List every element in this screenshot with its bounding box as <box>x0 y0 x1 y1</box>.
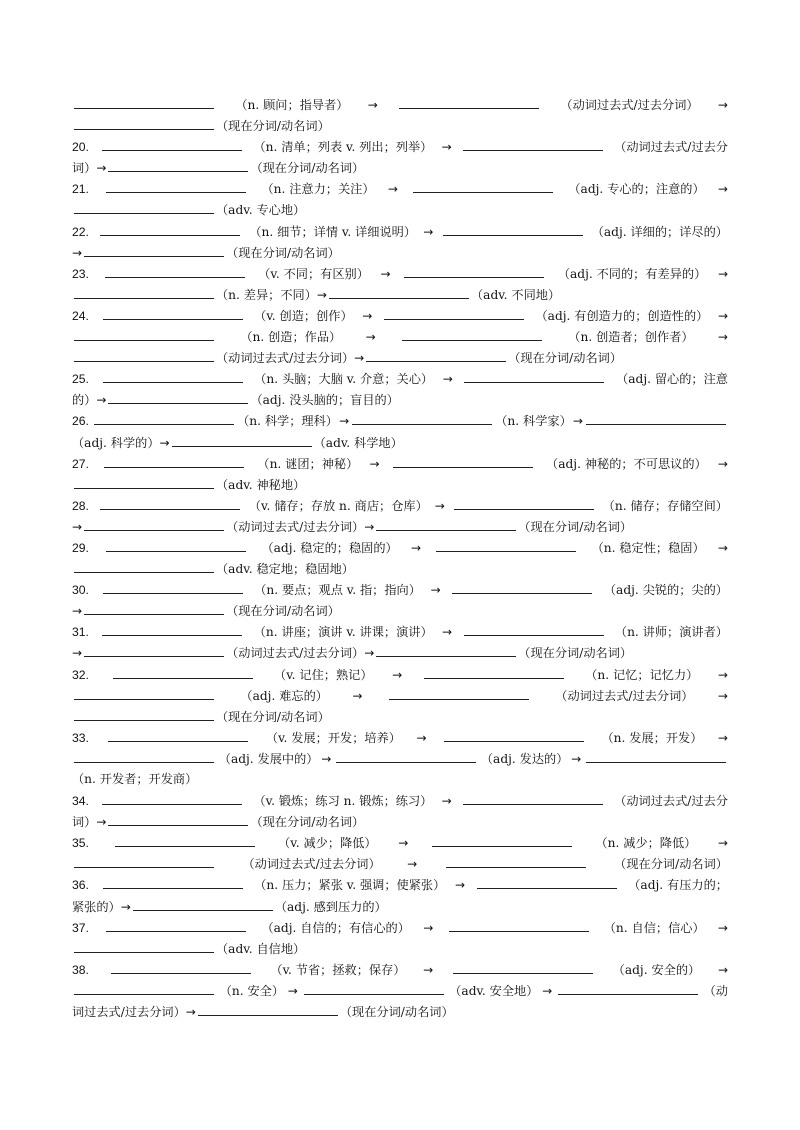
worksheet-line <box>72 263 728 284</box>
answer-blank[interactable] <box>103 305 243 320</box>
worksheet-line <box>72 600 728 621</box>
arrow-icon: → <box>441 794 452 809</box>
word-form-hint: （adj. 科学的） <box>72 435 160 450</box>
worksheet-line <box>72 115 728 136</box>
word-form-hint: （现在分词/动名词） <box>250 815 365 830</box>
word-form-hint: （动词过去式/过去分词） <box>226 519 365 534</box>
worksheet-line <box>72 748 728 769</box>
word-form-hint: （v. 储存；存放 n. 商店；仓库） <box>248 498 428 513</box>
worksheet-line <box>72 769 728 790</box>
arrow-icon: → <box>717 667 728 682</box>
worksheet-line <box>72 453 728 474</box>
answer-blank[interactable] <box>115 832 255 847</box>
worksheet-line <box>72 368 728 389</box>
word-form-hint: （v. 发展；开发；培养） <box>265 730 401 745</box>
arrow-icon: → <box>96 393 107 408</box>
worksheet-line <box>72 621 728 642</box>
word-form-hint: （adj. 神秘的；不可思议的） <box>546 456 707 471</box>
worksheet-line <box>72 326 728 347</box>
word-form-hint: （n. 清单；列表 v. 列出；列举） <box>253 140 433 155</box>
worksheet-line <box>72 959 728 980</box>
answer-blank[interactable] <box>74 685 214 700</box>
worksheet-line <box>72 896 728 917</box>
word-form-hint: （动词过去式/过去分 <box>614 140 728 155</box>
item-number: 34. <box>72 794 89 809</box>
arrow-icon: → <box>411 540 422 555</box>
arrow-icon: → <box>369 456 380 471</box>
worksheet-line <box>72 874 728 895</box>
word-form-hint: （v. 不同；有区别） <box>258 266 369 281</box>
word-form-hint: （adj. 详细的；详尽的） <box>591 224 728 239</box>
arrow-icon: → <box>442 625 453 640</box>
item-number: 32. <box>72 667 89 682</box>
answer-blank[interactable] <box>74 284 214 299</box>
worksheet-line <box>72 853 728 874</box>
answer-blank[interactable] <box>452 579 592 594</box>
word-form-hint: （adj. 稳定的；稳固的） <box>261 540 398 555</box>
answer-blank[interactable] <box>477 874 617 889</box>
item-number: 37. <box>72 920 89 935</box>
worksheet-line <box>72 305 728 326</box>
word-form-hint: （adj. 有创造力的；创造性的） <box>535 308 709 323</box>
answer-blank[interactable] <box>100 495 240 510</box>
answer-blank[interactable] <box>352 410 492 425</box>
word-form-hint: 词） <box>72 815 97 830</box>
arrow-icon: → <box>423 962 434 977</box>
word-form-hint: （adj. 感到压力的） <box>274 899 387 914</box>
answer-blank[interactable] <box>74 980 214 995</box>
worksheet-line <box>72 284 728 305</box>
arrow-icon: → <box>542 983 553 998</box>
answer-blank[interactable] <box>586 748 726 763</box>
word-form-hint: （现在分词/动名词） <box>339 1005 454 1020</box>
answer-blank[interactable] <box>111 959 251 974</box>
word-form-hint: （n. 细节；详情 v. 详细说明） <box>249 224 417 239</box>
word-form-hint: （adj. 发展中的） <box>218 751 319 766</box>
arrow-icon: → <box>717 456 728 471</box>
worksheet-line <box>72 199 728 220</box>
word-form-hint: （adj. 有压力的； <box>628 878 728 893</box>
item-number: 27. <box>72 456 89 471</box>
worksheet-line <box>72 811 728 832</box>
word-form-hint: （n. 科学家） <box>495 414 572 429</box>
worksheet-line <box>72 980 728 1001</box>
answer-blank[interactable] <box>304 980 444 995</box>
arrow-icon: → <box>316 287 327 302</box>
arrow-icon: → <box>442 372 453 387</box>
word-form-hint: （现在分词/动名词） <box>518 646 633 661</box>
arrow-icon: → <box>120 899 131 914</box>
arrow-icon: → <box>352 688 363 703</box>
word-form-hint: （现在分词/动名词） <box>226 245 340 260</box>
answer-blank[interactable] <box>74 347 214 362</box>
answer-blank[interactable] <box>105 263 245 278</box>
word-form-hint: 的） <box>72 393 97 408</box>
worksheet-line <box>72 178 728 199</box>
arrow-icon: → <box>339 414 350 429</box>
arrow-icon: → <box>287 983 298 998</box>
arrow-icon: → <box>717 308 728 323</box>
word-form-hint: （adv. 神秘地） <box>216 477 306 492</box>
word-form-hint: （adj. 不同的；有差异的） <box>557 266 707 281</box>
arrow-icon: → <box>354 351 365 366</box>
worksheet-line <box>72 94 728 115</box>
answer-blank[interactable] <box>558 980 698 995</box>
answer-blank[interactable] <box>404 263 544 278</box>
answer-blank[interactable] <box>198 1001 338 1016</box>
arrow-icon: → <box>365 330 376 345</box>
arrow-icon: → <box>423 920 434 935</box>
answer-blank[interactable] <box>402 326 542 341</box>
arrow-icon: → <box>387 182 398 197</box>
arrow-icon: → <box>717 266 728 281</box>
answer-blank[interactable] <box>463 790 603 805</box>
word-form-hint: （n. 谜团；神秘） <box>257 456 359 471</box>
answer-blank[interactable] <box>329 284 469 299</box>
word-form-hint: （v. 记住；熟记） <box>274 667 373 682</box>
arrow-icon: → <box>434 498 445 513</box>
arrow-icon: → <box>407 857 418 872</box>
word-form-hint: （adv. 自信地） <box>216 941 306 956</box>
word-form-hint: （adj. 发达的） <box>480 751 569 766</box>
word-form-hint: （n. 记忆；记忆力） <box>585 667 699 682</box>
word-form-hint: （n. 开发者；开发商） <box>72 772 198 786</box>
answer-blank[interactable] <box>84 516 224 531</box>
word-form-hint: （n. 减少；降低） <box>595 836 697 851</box>
answer-blank[interactable] <box>102 136 242 151</box>
arrow-icon: → <box>364 519 375 534</box>
answer-blank[interactable] <box>102 621 242 636</box>
worksheet-line <box>72 347 728 368</box>
answer-blank[interactable] <box>103 874 243 889</box>
worksheet-line <box>72 389 728 410</box>
word-form-hint: （v. 节省；拯救；保存） <box>270 962 406 977</box>
item-number: 36. <box>72 878 89 893</box>
worksheet-line <box>72 938 728 959</box>
worksheet-line <box>72 558 728 579</box>
answer-blank[interactable] <box>108 389 248 404</box>
answer-blank[interactable] <box>464 368 604 383</box>
answer-blank[interactable] <box>399 94 539 109</box>
word-form-hint: （adv. 不同地） <box>470 287 561 302</box>
answer-blank[interactable] <box>103 579 243 594</box>
word-form-hint: （n. 头脑；大脑 v. 介意；关心） <box>254 372 434 387</box>
answer-blank[interactable] <box>74 558 214 573</box>
word-form-hint: （adv. 专心地） <box>216 203 306 218</box>
word-form-hint: （adv. 科学地） <box>313 435 403 450</box>
item-number: 23. <box>72 266 89 281</box>
answer-blank[interactable] <box>108 811 248 826</box>
word-form-hint: （n. 压力；紧张 v. 强调；使紧张） <box>254 878 446 893</box>
word-form-hint: （现在分词/动名词） <box>216 709 330 724</box>
word-form-hint: （n. 储存；存储空间） <box>602 498 728 513</box>
answer-blank[interactable] <box>436 537 576 552</box>
word-form-hint: （adj. 难忘的） <box>240 688 328 703</box>
answer-blank[interactable] <box>413 178 553 193</box>
item-number: 31. <box>72 625 89 640</box>
answer-blank[interactable] <box>103 368 243 383</box>
worksheet-line <box>72 579 728 600</box>
arrow-icon: → <box>423 224 434 239</box>
answer-blank[interactable] <box>74 326 214 341</box>
word-form-hint: （v. 锻炼；练习 n. 锻炼；练习） <box>253 794 433 809</box>
worksheet-line <box>72 157 728 178</box>
item-number: 20. <box>72 140 89 155</box>
answer-blank[interactable] <box>172 432 312 447</box>
answer-blank[interactable] <box>100 221 240 236</box>
answer-blank[interactable] <box>463 136 603 151</box>
answer-blank[interactable] <box>104 453 244 468</box>
item-number: 33. <box>72 730 89 745</box>
word-form-hint: （adv. 安全地） <box>449 983 539 998</box>
answer-blank[interactable] <box>454 495 594 510</box>
word-form-hint: （n. 发展；开发） <box>601 730 703 745</box>
worksheet-line <box>72 790 728 811</box>
arrow-icon: → <box>717 688 728 703</box>
answer-blank[interactable] <box>393 453 533 468</box>
arrow-icon: → <box>571 751 582 766</box>
word-form-hint: 词） <box>72 161 97 176</box>
word-form-hint: （动词过去式/过去分 <box>614 794 728 809</box>
arrow-icon: → <box>159 435 170 450</box>
worksheet-line <box>72 664 728 685</box>
item-number: 29. <box>72 540 89 555</box>
arrow-icon: → <box>717 730 728 745</box>
word-form-hint: （n. 创造者；创作者） <box>568 330 694 345</box>
arrow-icon: → <box>441 140 452 155</box>
answer-blank[interactable] <box>106 178 246 193</box>
arrow-icon: → <box>454 878 465 893</box>
worksheet-line <box>72 685 728 706</box>
worksheet-line <box>72 917 728 938</box>
worksheet-line <box>72 706 728 727</box>
answer-blank[interactable] <box>336 748 476 763</box>
worksheet-line <box>72 242 728 263</box>
word-form-hint: （n. 创造；作品） <box>240 330 342 345</box>
item-number: 24. <box>72 308 89 323</box>
arrow-icon: → <box>321 751 332 766</box>
answer-blank[interactable] <box>384 305 524 320</box>
answer-blank[interactable] <box>453 959 593 974</box>
worksheet-line <box>72 495 728 516</box>
item-number: 25. <box>72 372 89 387</box>
word-form-hint: （adv. 稳定地；稳固地） <box>216 562 354 577</box>
worksheet-line <box>72 474 728 495</box>
arrow-icon: → <box>72 604 83 619</box>
answer-blank[interactable] <box>74 748 214 763</box>
word-form-hint: （n. 要点；观点 v. 指；指向） <box>254 583 421 598</box>
word-form-hint: （现在分词/动名词） <box>518 519 633 534</box>
answer-blank[interactable] <box>74 94 214 109</box>
arrow-icon: → <box>717 920 728 935</box>
arrow-icon: → <box>72 646 83 661</box>
word-form-hint: （动词过去式/过去分词） <box>226 646 365 661</box>
answer-blank[interactable] <box>106 537 246 552</box>
arrow-icon: → <box>717 330 728 345</box>
word-form-hint: （现在分词/动名词） <box>614 857 728 872</box>
worksheet-line <box>72 1001 728 1022</box>
word-form-hint: （n. 顾问；指导者） <box>235 98 349 112</box>
word-form-hint: （n. 注意力；关注） <box>261 182 375 197</box>
item-number: 35. <box>72 836 89 851</box>
answer-blank[interactable] <box>74 115 214 130</box>
answer-blank[interactable] <box>94 410 234 425</box>
word-form-hint: （v. 减少；降低） <box>278 836 377 851</box>
worksheet-line <box>72 432 728 453</box>
answer-blank[interactable] <box>389 685 529 700</box>
word-form-hint: （现在分词/动名词） <box>250 161 365 176</box>
item-number: 38. <box>72 962 89 977</box>
arrow-icon: → <box>717 962 728 977</box>
arrow-icon: → <box>392 667 403 682</box>
arrow-icon: → <box>367 98 378 112</box>
word-form-hint: （动词过去式/过去分词） <box>242 857 381 872</box>
answer-blank[interactable] <box>376 642 516 657</box>
answer-blank[interactable] <box>464 621 604 636</box>
item-number: 26. <box>72 414 89 429</box>
answer-blank[interactable] <box>449 917 589 932</box>
arrow-icon: → <box>362 308 373 323</box>
answer-blank[interactable] <box>376 516 516 531</box>
worksheet-line <box>72 642 728 663</box>
arrow-icon: → <box>72 245 83 260</box>
item-number: 22. <box>72 224 89 239</box>
arrow-icon: → <box>717 182 728 197</box>
word-form-hint: （n. 安全） <box>219 983 285 998</box>
answer-blank[interactable] <box>444 727 584 742</box>
answer-blank[interactable] <box>443 221 583 236</box>
word-form-hint: （现在分词/动名词） <box>508 351 623 366</box>
answer-blank[interactable] <box>106 917 246 932</box>
answer-blank[interactable] <box>84 642 224 657</box>
arrow-icon: → <box>185 1005 196 1020</box>
word-form-hint: （动词过去式/过去分词） <box>560 98 699 112</box>
arrow-icon: → <box>364 646 375 661</box>
worksheet-line <box>72 221 728 242</box>
answer-blank[interactable] <box>102 790 242 805</box>
word-form-hint: （n. 讲座；演讲 v. 讲课；演讲） <box>253 625 433 640</box>
word-form-hint: （动词过去式/过去分词） <box>555 688 694 703</box>
word-form-hint: 词过去式/过去分词） <box>72 1005 186 1020</box>
arrow-icon: → <box>96 161 107 176</box>
answer-blank[interactable] <box>74 938 214 953</box>
answer-blank[interactable] <box>432 832 572 847</box>
answer-blank[interactable] <box>74 474 214 489</box>
word-form-hint: （动 <box>703 983 728 998</box>
answer-blank[interactable] <box>74 706 214 721</box>
word-form-hint: （n. 稳定性；稳固） <box>591 540 705 555</box>
word-form-hint: （现在分词/动名词） <box>216 119 330 134</box>
word-form-hint: （adj. 没头脑的；盲目的） <box>250 393 399 408</box>
word-form-hint: （动词过去式/过去分词） <box>216 351 355 366</box>
word-form-hint: （v. 创造；创作） <box>254 308 353 323</box>
answer-blank[interactable] <box>446 853 586 868</box>
worksheet-line <box>72 727 728 748</box>
word-form-hint: （现在分词/动名词） <box>226 604 340 619</box>
worksheet <box>72 94 728 1022</box>
answer-blank[interactable] <box>84 600 224 615</box>
arrow-icon: → <box>72 519 83 534</box>
worksheet-line <box>72 537 728 558</box>
answer-blank[interactable] <box>366 347 506 362</box>
answer-blank[interactable] <box>113 664 253 679</box>
item-number: 21. <box>72 182 89 197</box>
answer-blank[interactable] <box>74 853 214 868</box>
arrow-icon: → <box>398 836 409 851</box>
word-form-hint: （adj. 专心的；注意的） <box>568 182 705 197</box>
arrow-icon: → <box>416 730 427 745</box>
answer-blank[interactable] <box>424 664 564 679</box>
arrow-icon: → <box>717 836 728 851</box>
word-form-hint: 紧张的） <box>72 899 121 914</box>
word-form-hint: （n. 科学；理科） <box>237 414 338 429</box>
worksheet-line <box>72 410 728 431</box>
worksheet-line <box>72 516 728 537</box>
item-number: 28. <box>72 498 89 513</box>
word-form-hint: （n. 讲师；演讲者） <box>614 625 728 640</box>
word-form-hint: （n. 差异；不同） <box>216 287 317 302</box>
arrow-icon: → <box>430 583 441 598</box>
answer-blank[interactable] <box>108 727 248 742</box>
worksheet-line <box>72 136 728 157</box>
worksheet-line <box>72 832 728 853</box>
arrow-icon: → <box>717 98 728 112</box>
arrow-icon: → <box>380 266 391 281</box>
word-form-hint: （adj. 安全的） <box>612 962 701 977</box>
word-form-hint: （adj. 自信的；有信心的） <box>261 920 410 935</box>
arrow-icon: → <box>96 815 107 830</box>
word-form-hint: （adj. 留心的；注意 <box>616 372 728 387</box>
answer-blank[interactable] <box>108 157 248 172</box>
answer-blank[interactable] <box>586 410 726 425</box>
arrow-icon: → <box>717 540 728 555</box>
answer-blank[interactable] <box>74 199 214 214</box>
arrow-icon: → <box>572 414 583 429</box>
word-form-hint: （n. 自信；信心） <box>603 920 705 935</box>
item-number: 30. <box>72 583 89 598</box>
word-form-hint: （adj. 尖锐的；尖的） <box>603 583 728 598</box>
answer-blank[interactable] <box>84 242 224 257</box>
answer-blank[interactable] <box>133 896 273 911</box>
